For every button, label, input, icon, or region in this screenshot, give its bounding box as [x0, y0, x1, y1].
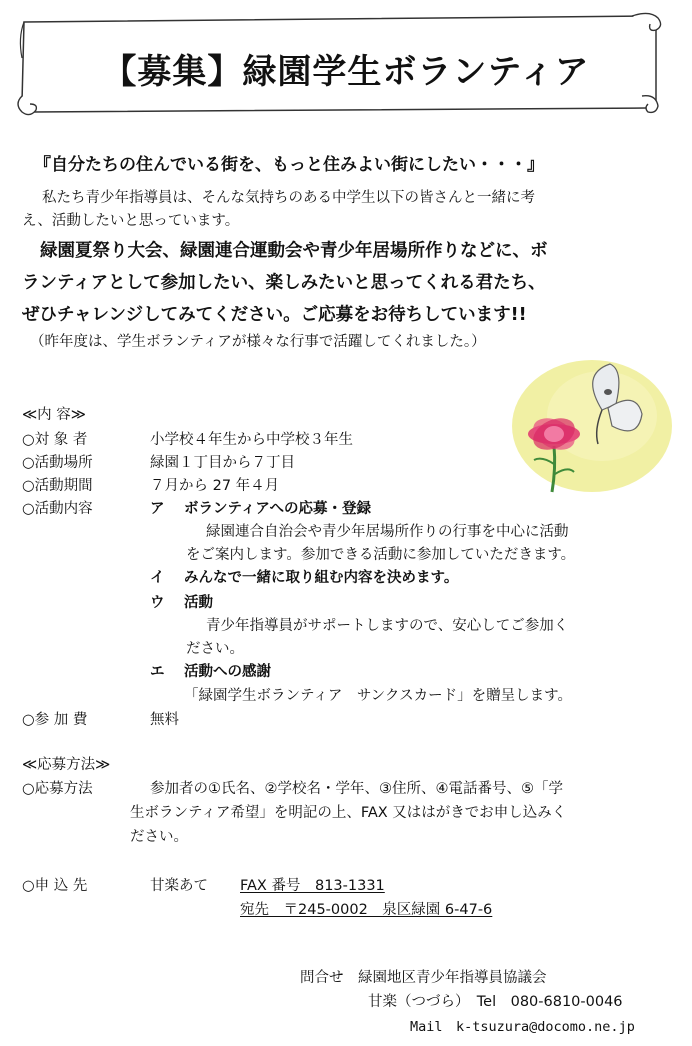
target-label: ○対 象 者 [22, 432, 88, 448]
fax-number: FAX 番号 813-1331 [240, 878, 385, 894]
content-header: ≪内 容≫ [22, 407, 86, 423]
dest-label: ○申 込 先 [22, 878, 88, 894]
mailing-address: 宛先 〒245-0002 泉区緑園 6-47-6 [240, 902, 493, 918]
item-u-heading: 活動 [184, 595, 213, 611]
intro-para1-line2: え、活動したいと思っています。 [22, 213, 240, 229]
intro-para2-line1: 緑園夏祭り大会、緑園連合運動会や青少年居場所作りなどに、ボ [40, 241, 548, 261]
place-value: 緑園１丁目から７丁目 [150, 455, 295, 471]
method-line2: 生ボランティア希望」を明記の上、FAX 又ははがきでお申し込みく [130, 805, 567, 821]
item-e-line1: 「緑園学生ボランティア サンクスカード」を贈呈します。 [184, 688, 573, 704]
intro-para1-line1: 私たち青少年指導員は、そんな気持ちのある中学生以下の皆さんと一緒に考 [42, 190, 535, 206]
item-a-mark: ア [150, 501, 165, 517]
activity-label: ○活動内容 [22, 501, 93, 517]
method-label: ○応募方法 [22, 781, 93, 797]
intro-para2-line3: ぜひチャレンジしてみてください。ご応募をお待ちしています!! [22, 305, 527, 325]
contact-org: 問合せ 緑園地区青少年指導員協議会 [300, 970, 547, 986]
item-u-line1: 青少年指導員がサポートしますので、安心してご参加く [206, 618, 569, 634]
item-u-line2: ださい。 [186, 641, 244, 657]
intro-para3: （昨年度は、学生ボランティアが様々な行事で活躍してくれました。） [30, 334, 486, 350]
item-a-heading: ボランティアへの応募・登録 [184, 501, 372, 517]
flower-butterfly-illustration [482, 356, 672, 496]
contact-email: Mail k-tsuzura@docomo.ne.jp [410, 1019, 635, 1035]
dest-to: 甘楽あて [150, 878, 208, 894]
item-a-line2: をご案内します。参加できる活動に参加していただきます。 [186, 547, 576, 563]
fee-label: ○参 加 費 [22, 712, 88, 728]
place-label: ○活動場所 [22, 455, 93, 471]
target-value: 小学校４年生から中学校３年生 [150, 432, 353, 448]
item-i-heading: みんなで一緒に取り組む内容を決めます。 [184, 570, 459, 586]
item-i-mark: イ [150, 570, 165, 586]
method-line3: ださい。 [130, 829, 188, 845]
item-e-heading: 活動への感謝 [184, 664, 271, 680]
fee-value: 無料 [150, 712, 179, 728]
contact-phone: 甘楽（つづら） Tel 080-6810-0046 [368, 994, 623, 1010]
apply-header: ≪応募方法≫ [22, 757, 111, 773]
page-title: 【募集】緑園学生ボランティア [102, 52, 590, 92]
item-e-mark: エ [150, 664, 165, 680]
item-a-line1: 緑園連合自治会や青少年居場所作りの行事を中心に活動 [206, 524, 569, 540]
period-value: ７月から 27 年４月 [150, 478, 280, 494]
item-u-mark: ウ [150, 595, 165, 611]
intro-para2-line2: ランティアとして参加したい、楽しみたいと思ってくれる君たち、 [22, 273, 546, 293]
method-line1: 参加者の①氏名、②学校名・学年、③住所、④電話番号、⑤「学 [150, 781, 563, 797]
intro-quote: 『自分たちの住んでいる街を、もっと住みよい街にしたい・・・』 [34, 155, 544, 175]
title-banner [10, 8, 682, 120]
period-label: ○活動期間 [22, 478, 93, 494]
